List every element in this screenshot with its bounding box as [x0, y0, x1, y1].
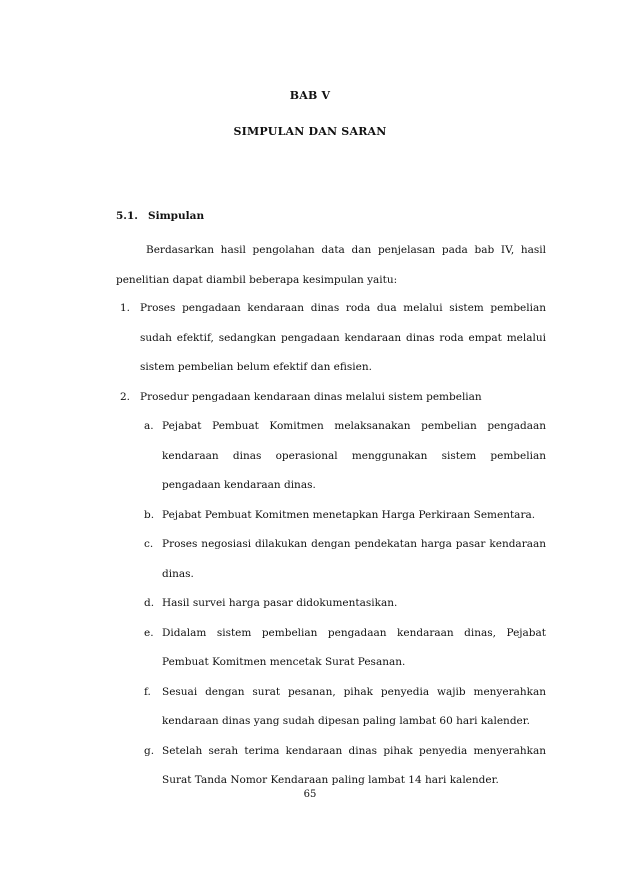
- sublist-marker: c.: [144, 538, 154, 550]
- procedure-item-g: [140, 737, 546, 796]
- procedure-text: Sesuai dengan surat pesanan, pihak penyedia wajib menyerahkan kendaraan dinas yang sudah dipesan paling lambat 60 hari kalender.: [162, 685, 546, 727]
- conclusion-text: Prosedur pengadaan kendaraan dinas melalui sistem pembelian: [140, 390, 482, 403]
- procedure-sublist: [140, 412, 546, 796]
- sublist-marker: b.: [144, 508, 155, 521]
- sublist-marker: a.: [144, 420, 154, 432]
- intro-paragraph: Berdasarkan hasil pengolahan data dan penjelasan pada bab IV, hasil penelitian dapat diambil beberapa kesimpulan yaitu:: [116, 244, 546, 286]
- procedure-item-b: [140, 501, 546, 531]
- procedure-item-e: [140, 619, 546, 678]
- page-number: 65: [303, 789, 317, 800]
- procedure-item-a: [140, 412, 546, 501]
- procedure-text: Didalam sistem pembelian pengadaan kendaraan dinas, Pejabat Pembuat Komitmen mencetak Surat Pesanan.: [162, 626, 546, 668]
- procedure-text: Proses negosiasi dilakukan dengan pendekatan harga pasar kendaraan dinas.: [162, 538, 546, 580]
- procedure-item-f: [140, 678, 546, 737]
- section-title: Simpulan: [148, 210, 205, 222]
- chapter-label: BAB V: [289, 89, 331, 102]
- conclusion-text: Proses pengadaan kendaraan dinas roda dua melalui sistem pembelian sudah efektif, sedangkan pengadaan kendaraan dinas roda empat melalui sistem pembelian belum efektif dan efisien.: [140, 302, 546, 373]
- sublist-marker: g.: [144, 744, 155, 757]
- procedure-text: Pejabat Pembuat Komitmen melaksanakan pembelian pengadaan kendaraan dinas operasional menggunakan sistem pembelian pengadaan kendaraan dinas.: [162, 420, 546, 491]
- intro-paragraph-container: [116, 236, 546, 295]
- procedure-text: Pejabat Pembuat Komitmen menetapkan Harga Perkiraan Sementara.: [162, 508, 536, 521]
- conclusion-item-1: [116, 294, 546, 383]
- sublist-marker: e.: [144, 626, 154, 639]
- procedure-text: Setelah serah terima kendaraan dinas pihak penyedia menyerahkan Surat Tanda Nomor Kendaraan paling lambat 14 hari kalender.: [162, 744, 546, 786]
- conclusion-item-2: [116, 383, 546, 796]
- section-number: 5.1.: [116, 210, 138, 222]
- procedure-text: Hasil survei harga pasar didokumentasikan.: [162, 597, 398, 609]
- list-marker: 2.: [120, 390, 131, 403]
- chapter-title: SIMPULAN DAN SARAN: [233, 125, 387, 138]
- section-heading: [116, 210, 204, 222]
- procedure-item-d: [140, 589, 546, 619]
- procedure-item-c: [140, 530, 546, 589]
- sublist-marker: d.: [144, 597, 155, 609]
- conclusion-list: [116, 294, 546, 796]
- list-marker: 1.: [120, 302, 131, 314]
- sublist-marker: f.: [144, 685, 151, 698]
